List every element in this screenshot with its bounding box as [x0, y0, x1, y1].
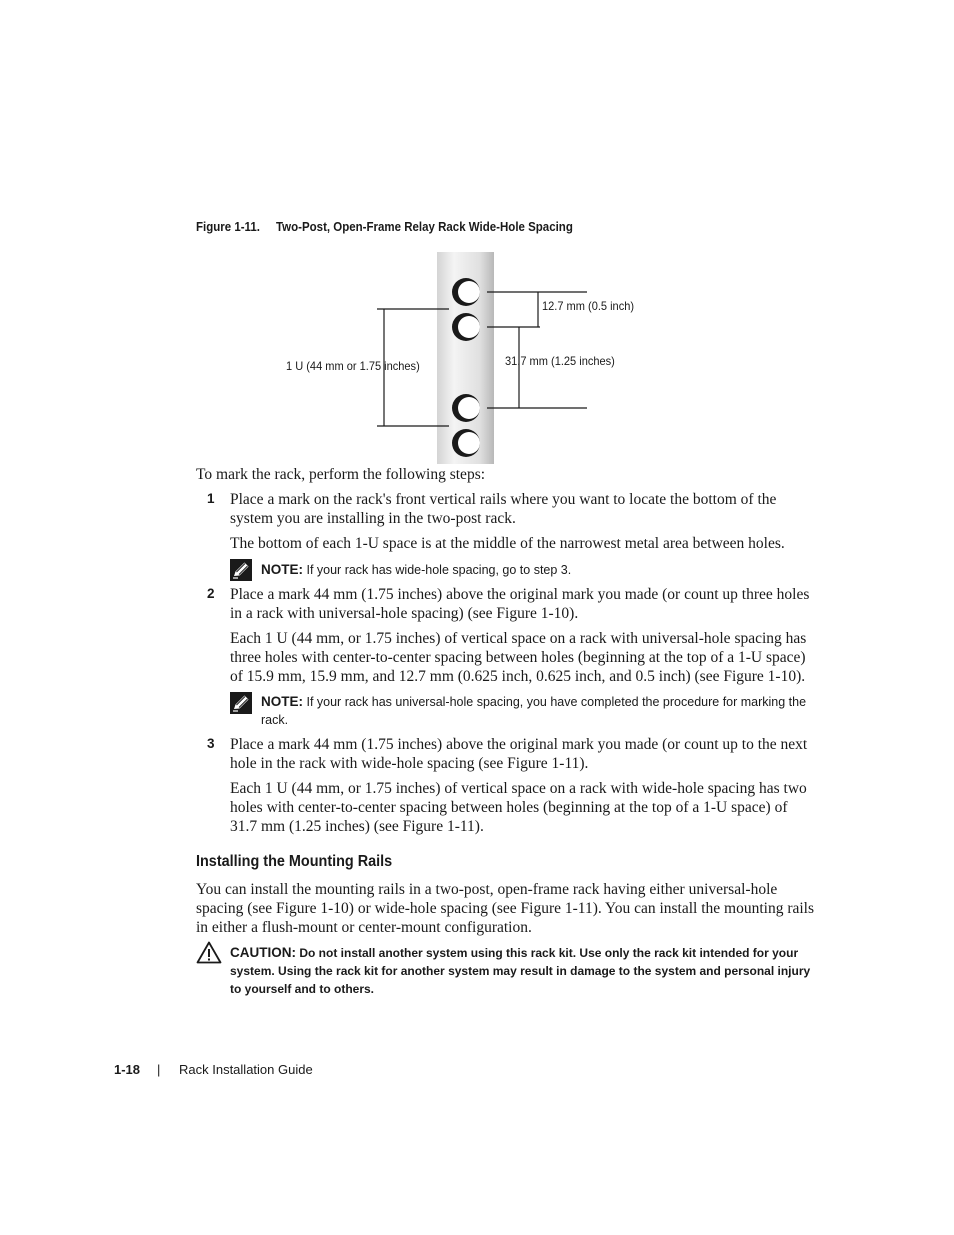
note-pencil-icon	[230, 692, 252, 714]
rail-hole	[452, 429, 480, 457]
page-number: 1-18	[114, 1062, 141, 1077]
intro-text: To mark the rack, perform the following steps:	[196, 466, 486, 483]
note-pencil-icon	[230, 559, 252, 581]
small-spacing-label: 12.7 mm (0.5 inch)	[542, 299, 635, 313]
step-number: 2	[207, 586, 215, 601]
rail-hole	[452, 278, 480, 306]
rail-hole	[452, 394, 480, 422]
large-spacing-label: 31.7 mm (1.25 inches)	[505, 354, 615, 368]
footer-separator: |	[157, 1062, 161, 1077]
step-detail: The bottom of each 1-U space is at the middle of the narrowest metal area between holes.	[230, 535, 785, 552]
guide-title: Rack Installation Guide	[179, 1062, 313, 1077]
figure-number: Figure 1-11.	[196, 220, 260, 234]
step-text: Place a mark on the rack's front vertical rails where you want to locate the bottom of the system you are installing in the two-post rack.	[230, 491, 777, 527]
caution-warning-icon	[196, 941, 222, 964]
step-detail: Each 1 U (44 mm, or 1.75 inches) of vertical space on a rack with universal-hole spacing has three holes with center-to-center spacing between holes (beginning at the top of a 1-U space) of 15.9 mm, 15.9 mm, and 12.7 mm (0.625 inch, 0.625 inch, and 0.5 inch) (see Figure 1-10).	[230, 630, 807, 685]
caution	[230, 944, 814, 998]
note	[261, 693, 814, 729]
note-label: NOTE:	[261, 694, 303, 709]
caution-label: CAUTION:	[230, 945, 296, 960]
note	[261, 561, 814, 579]
note-label: NOTE:	[261, 562, 303, 577]
step-number: 1	[207, 491, 215, 506]
figure-title: Two-Post, Open-Frame Relay Rack Wide-Hole Spacing	[276, 220, 573, 234]
step-text: Place a mark 44 mm (1.75 inches) above the original mark you made (or count up three holes in a rack with universal-hole spacing) (see Figure 1-10).	[230, 586, 810, 622]
one-u-label: 1 U (44 mm or 1.75 inches)	[286, 359, 420, 373]
caution-text: Do not install another system using this rack kit. Use only the rack kit intended for your system. Using the rack kit for another system may result in damage to the system and personal injury to yourself and to others.	[230, 946, 811, 996]
step-detail: Each 1 U (44 mm, or 1.75 inches) of vertical space on a rack with wide-hole spacing has two holes with center-to-center spacing between holes (beginning at the top of a 1-U space) of 31.7 mm (1.25 inches) (see Figure 1-11).	[230, 780, 807, 835]
note-text: If your rack has wide-hole spacing, go to step 3.	[306, 563, 572, 577]
note-text: If your rack has universal-hole spacing, you have completed the procedure for marking the rack.	[261, 695, 807, 727]
rack-spacing-figure	[0, 0, 954, 470]
section-heading: Installing the Mounting Rails	[196, 853, 393, 870]
step-number: 3	[207, 736, 215, 751]
step-text: Place a mark 44 mm (1.75 inches) above the original mark you made (or count up to the next hole in the rack with wide-hole spacing (see Figure 1-11).	[230, 736, 808, 772]
rail-hole	[452, 313, 480, 341]
section-body: You can install the mounting rails in a two-post, open-frame rack having either universal-hole spacing (see Figure 1-10) or wide-hole spacing (see Figure 1-11). You can install the mounting rails in either a flush-mount or center-mount configuration.	[196, 881, 815, 936]
